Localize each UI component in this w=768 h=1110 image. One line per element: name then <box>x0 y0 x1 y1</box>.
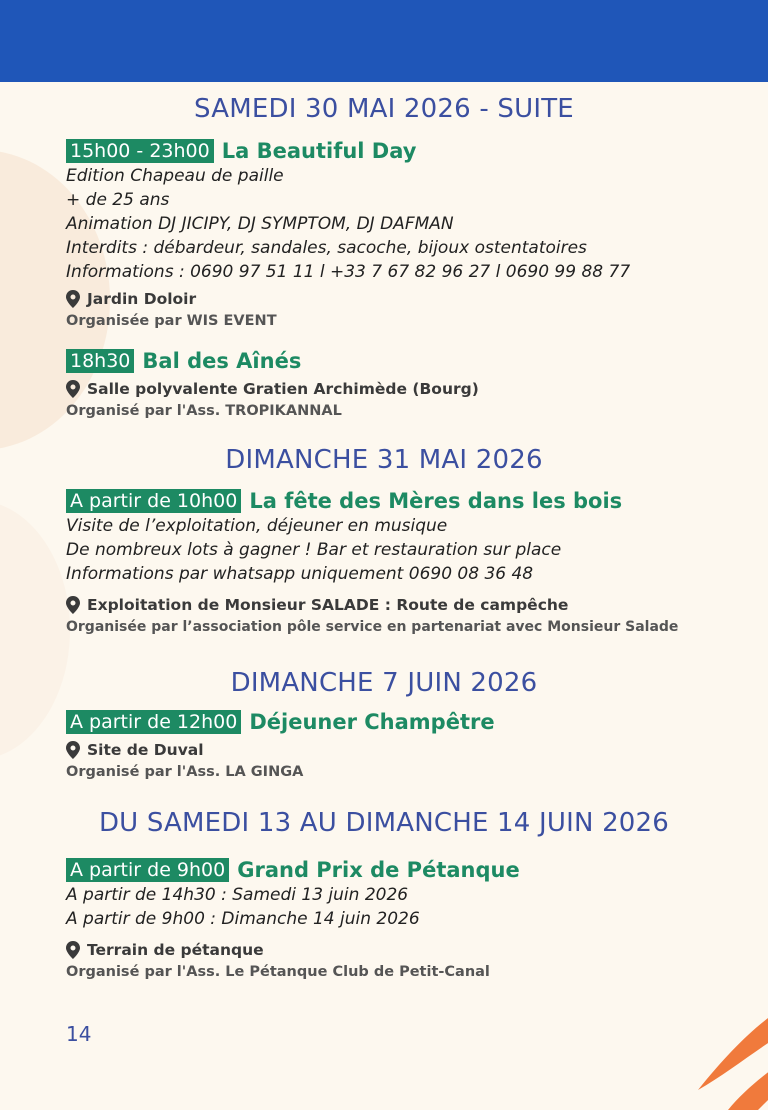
event-description-line: A partir de 9h00 : Dimanche 14 juin 2026 <box>66 909 420 929</box>
event-description-line: Informations par whatsapp uniquement 0690 08 36 48 <box>66 564 534 584</box>
event-organizer: Organisé par l'Ass. Le Pétanque Club de Petit-Canal <box>66 964 490 980</box>
event-description-line: Interdits : débardeur, sandales, sacoche, bijoux ostentatoires <box>66 238 587 258</box>
event-location-text: Salle polyvalente Gratien Archimède (Bourg) <box>87 380 479 398</box>
map-pin-icon <box>66 941 80 959</box>
event-dejeuner-champetre <box>66 709 756 783</box>
event-description-line: Visite de l’exploitation, déjeuner en musique <box>66 516 448 536</box>
event-organizer: Organisée par l’association pôle service en partenariat avec Monsieur Salade <box>66 619 679 635</box>
decorative-shape <box>0 500 70 760</box>
map-pin-icon <box>66 290 80 308</box>
event-description-line: Informations : 0690 97 51 11 l +33 7 67 82 96 27 l 0690 99 88 77 <box>66 262 631 282</box>
event-location <box>66 939 756 961</box>
event-organizer: Organisé par l'Ass. TROPIKANNAL <box>66 403 342 419</box>
decorative-leaves-icon <box>678 980 768 1110</box>
event-title: Déjeuner Champêtre <box>249 710 495 734</box>
day-heading: SAMEDI 30 MAI 2026 - SUITE <box>194 94 574 124</box>
event-time-badge: A partir de 10h00 <box>66 489 241 513</box>
event-description-line: Edition Chapeau de paille <box>66 166 284 186</box>
event-bal-des-aines <box>66 348 756 422</box>
event-title: Bal des Aînés <box>142 349 302 373</box>
event-description-line: Animation DJ JICIPY, DJ SYMPTOM, DJ DAFMAN <box>66 214 454 234</box>
page-number: 14 <box>66 1022 92 1046</box>
map-pin-icon <box>66 380 80 398</box>
event-description-line: A partir de 14h30 : Samedi 13 juin 2026 <box>66 885 409 905</box>
event-organizer: Organisé par l'Ass. LA GINGA <box>66 764 304 780</box>
event-location-text: Terrain de pétanque <box>87 941 264 959</box>
event-fete-des-meres <box>66 488 756 638</box>
event-title: La fête des Mères dans les bois <box>249 489 623 513</box>
event-location <box>66 378 756 400</box>
day-heading: DIMANCHE 7 JUIN 2026 <box>230 668 538 698</box>
event-title: Grand Prix de Pétanque <box>237 858 520 882</box>
day-heading: DU SAMEDI 13 AU DIMANCHE 14 JUIN 2026 <box>98 808 670 838</box>
event-time-badge: A partir de 9h00 <box>66 858 229 882</box>
event-organizer: Organisée par WIS EVENT <box>66 313 277 329</box>
event-description-line: De nombreux lots à gagner ! Bar et restauration sur place <box>66 540 562 560</box>
event-location <box>66 288 756 310</box>
event-time-badge: A partir de 12h00 <box>66 710 241 734</box>
event-time-badge: 15h00 - 23h00 <box>66 139 214 163</box>
event-location <box>66 739 756 761</box>
event-beautiful-day <box>66 138 756 332</box>
day-heading: DIMANCHE 31 MAI 2026 <box>225 445 543 475</box>
event-title: La Beautiful Day <box>221 139 417 163</box>
event-location-text: Site de Duval <box>87 741 204 759</box>
event-location-text: Jardin Doloir <box>87 290 197 308</box>
event-location-text: Exploitation de Monsieur SALADE : Route de campêche <box>87 596 569 614</box>
map-pin-icon <box>66 596 80 614</box>
event-location <box>66 594 756 616</box>
event-description-line: + de 25 ans <box>66 190 170 210</box>
event-time-badge: 18h30 <box>66 349 134 373</box>
header-bar <box>0 0 768 82</box>
event-grand-prix-petanque <box>66 857 756 983</box>
map-pin-icon <box>66 741 80 759</box>
